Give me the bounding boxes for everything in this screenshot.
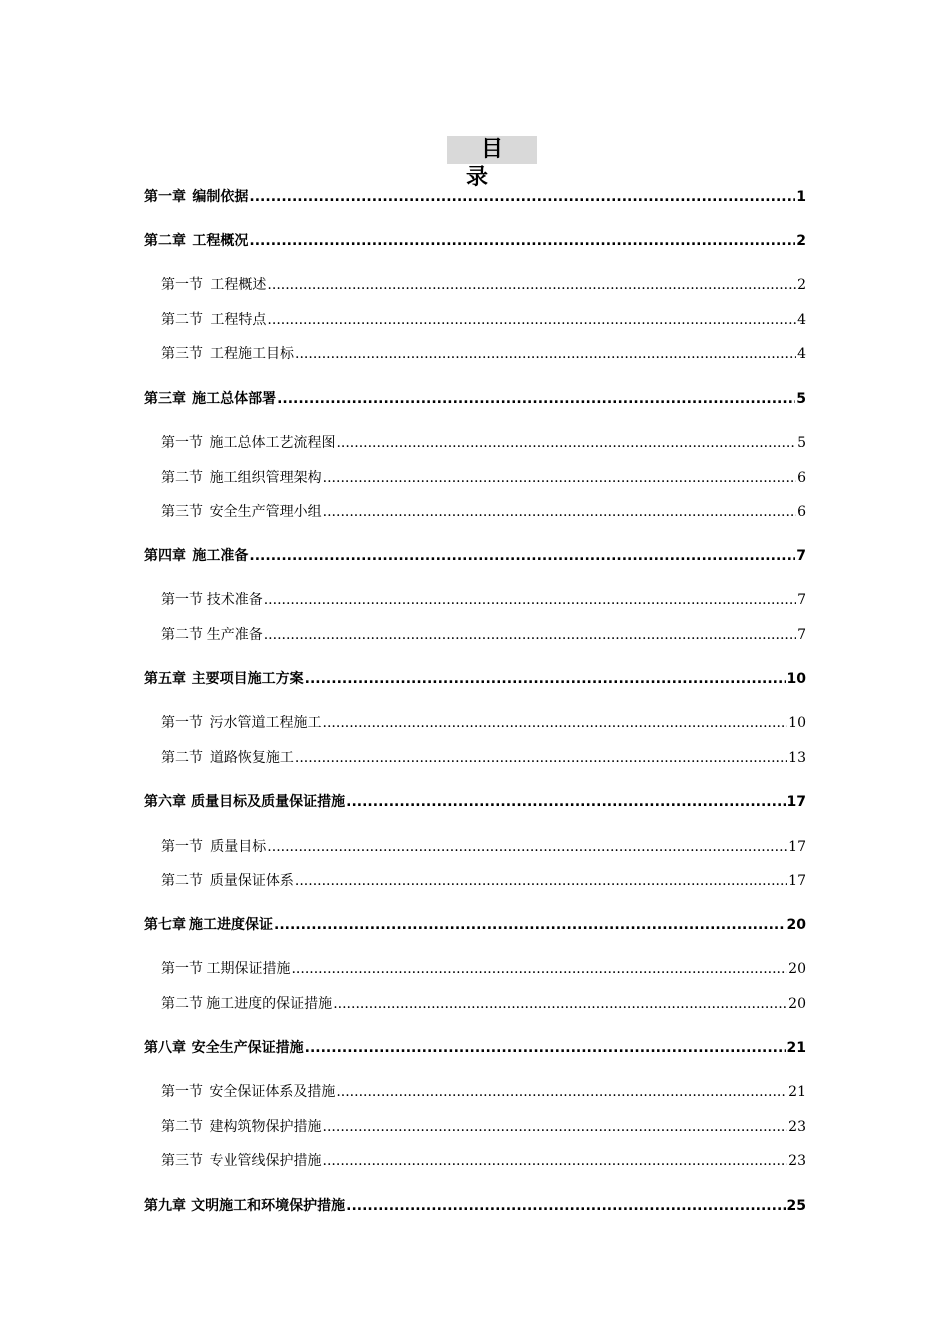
dot-leader: [346, 1195, 785, 1217]
entry-title: 主要项目施工方案: [191, 671, 304, 687]
entry-title: 施工准备: [192, 548, 249, 564]
dot-leader: [323, 467, 796, 489]
entry-number: 第一节: [161, 839, 203, 855]
entry-page-number: 13: [788, 750, 806, 766]
entry-title: 质量保证体系: [209, 873, 294, 889]
entry-title: 建构筑物保护措施: [209, 1119, 322, 1135]
toc-chapter-entry[interactable]: [144, 186, 806, 208]
dot-leader: [249, 230, 795, 252]
entry-page-number: 2: [797, 277, 806, 293]
entry-title: 工程特点: [210, 312, 267, 328]
toc-section-entry[interactable]: [161, 432, 806, 454]
entry-title: 施工总体工艺流程图: [209, 435, 336, 451]
entry-page-number: 7: [797, 592, 806, 608]
toc-section-entry[interactable]: [161, 309, 806, 331]
entry-page-number: 4: [797, 312, 806, 328]
entry-number: 第四章: [144, 548, 186, 564]
entry-title: 施工总体部署: [192, 391, 277, 407]
entry-number: 第二节: [161, 996, 203, 1012]
entry-number: 第五章: [144, 671, 186, 687]
toc-chapter-entry[interactable]: [144, 791, 806, 813]
entry-title: 专业管线保护措施: [209, 1153, 322, 1169]
entry-page-number: 23: [788, 1119, 806, 1135]
toc-chapter-entry[interactable]: [144, 1195, 806, 1217]
toc-chapter-entry[interactable]: [144, 668, 806, 690]
entry-page-number: 1: [796, 189, 806, 205]
entry-number: 第三节: [161, 1153, 203, 1169]
entry-page-number: 21: [788, 1084, 806, 1100]
entry-page-number: 17: [786, 794, 806, 810]
dot-leader: [323, 712, 788, 734]
dot-leader: [295, 870, 787, 892]
entry-page-number: 6: [797, 470, 806, 486]
entry-page-number: 17: [788, 839, 806, 855]
toc-section-entry[interactable]: [161, 624, 806, 646]
dot-leader: [336, 432, 796, 454]
entry-page-number: 17: [788, 873, 806, 889]
entry-title: 安全生产保证措施: [191, 1040, 304, 1056]
entry-number: 第二章: [144, 233, 186, 249]
entry-page-number: 6: [797, 504, 806, 520]
toc-section-entry[interactable]: [161, 712, 806, 734]
toc-chapter-entry[interactable]: [144, 230, 806, 252]
entry-page-number: 20: [786, 917, 806, 933]
toc-chapter-entry[interactable]: [144, 914, 806, 936]
entry-number: 第三节: [161, 504, 203, 520]
entry-number: 第二节: [161, 1119, 203, 1135]
toc-chapter-entry[interactable]: [144, 388, 806, 410]
entry-page-number: 10: [786, 671, 806, 687]
dot-leader: [346, 791, 785, 813]
dot-leader: [264, 624, 796, 646]
entry-page-number: 25: [786, 1198, 806, 1214]
toc-section-entry[interactable]: [161, 958, 806, 980]
entry-page-number: 21: [786, 1040, 806, 1056]
dot-leader: [291, 958, 787, 980]
entry-title: 施工进度的保证措施: [206, 996, 333, 1012]
entry-number: 第二节: [161, 627, 203, 643]
toc-section-entry[interactable]: [161, 870, 806, 892]
toc-chapter-entry[interactable]: [144, 545, 806, 567]
entry-title: 质量目标及质量保证措施: [191, 794, 346, 810]
entry-page-number: 5: [796, 391, 806, 407]
entry-title: 工程施工目标: [210, 346, 295, 362]
entry-page-number: 20: [788, 961, 806, 977]
entry-number: 第二节: [161, 470, 203, 486]
entry-title: 安全生产管理小组: [209, 504, 322, 520]
entry-number: 第一节: [161, 435, 203, 451]
entry-title: 施工进度保证: [189, 917, 273, 933]
entry-title: 质量目标: [210, 839, 267, 855]
dot-leader: [305, 1037, 786, 1059]
toc-section-entry[interactable]: [161, 467, 806, 489]
dot-leader: [336, 1081, 787, 1103]
entry-page-number: 20: [788, 996, 806, 1012]
entry-title: 污水管道工程施工: [209, 715, 322, 731]
entry-title: 施工组织管理架构: [209, 470, 322, 486]
entry-page-number: 23: [788, 1153, 806, 1169]
entry-title: 工程概述: [210, 277, 267, 293]
entry-title: 道路恢复施工: [209, 750, 294, 766]
toc-section-entry[interactable]: [161, 747, 806, 769]
entry-number: 第八章: [144, 1040, 186, 1056]
entry-page-number: 4: [797, 346, 806, 362]
dot-leader: [274, 914, 786, 936]
entry-title: 编制依据: [192, 189, 249, 205]
dot-leader: [323, 1116, 788, 1138]
dot-leader: [295, 747, 787, 769]
entry-page-number: 7: [796, 548, 806, 564]
entry-page-number: 5: [797, 435, 806, 451]
dot-leader: [249, 545, 795, 567]
entry-number: 第三章: [144, 391, 186, 407]
entry-page-number: 10: [788, 715, 806, 731]
entry-number: 第一节: [161, 961, 203, 977]
entry-number: 第七章: [144, 917, 186, 933]
dot-leader: [267, 309, 796, 331]
toc-section-entry[interactable]: [161, 1150, 806, 1172]
entry-number: 第一章: [144, 189, 186, 205]
toc-section-entry[interactable]: [161, 1116, 806, 1138]
entry-number: 第一节: [161, 1084, 203, 1100]
entry-number: 第二节: [161, 312, 203, 328]
dot-leader: [267, 836, 787, 858]
entry-title: 文明施工和环境保护措施: [191, 1198, 346, 1214]
entry-page-number: 7: [797, 627, 806, 643]
dot-leader: [249, 186, 795, 208]
entry-number: 第二节: [161, 873, 203, 889]
toc-chapter-entry[interactable]: [144, 1037, 806, 1059]
entry-number: 第一节: [161, 277, 203, 293]
toc-title: 目录: [447, 136, 537, 164]
toc-section-entry[interactable]: [161, 274, 806, 296]
entry-number: 第一节: [161, 715, 203, 731]
dot-leader: [277, 388, 795, 410]
entry-title: 工期保证措施: [206, 961, 291, 977]
entry-number: 第九章: [144, 1198, 186, 1214]
entry-title: 生产准备: [206, 627, 263, 643]
toc-section-entry[interactable]: [161, 501, 806, 523]
toc-section-entry[interactable]: [161, 343, 806, 365]
toc-section-entry[interactable]: [161, 993, 806, 1015]
toc-section-entry[interactable]: [161, 589, 806, 611]
entry-title: 安全保证体系及措施: [209, 1084, 336, 1100]
entry-title: 技术准备: [206, 592, 263, 608]
dot-leader: [264, 589, 796, 611]
entry-page-number: 2: [796, 233, 806, 249]
dot-leader: [267, 274, 796, 296]
entry-number: 第二节: [161, 750, 203, 766]
entry-number: 第三节: [161, 346, 203, 362]
toc-section-entry[interactable]: [161, 836, 806, 858]
dot-leader: [323, 1150, 788, 1172]
dot-leader: [323, 501, 796, 523]
dot-leader: [305, 668, 786, 690]
dot-leader: [295, 343, 796, 365]
entry-title: 工程概况: [192, 233, 249, 249]
toc-section-entry[interactable]: [161, 1081, 806, 1103]
entry-number: 第一节: [161, 592, 203, 608]
entry-number: 第六章: [144, 794, 186, 810]
dot-leader: [333, 993, 787, 1015]
